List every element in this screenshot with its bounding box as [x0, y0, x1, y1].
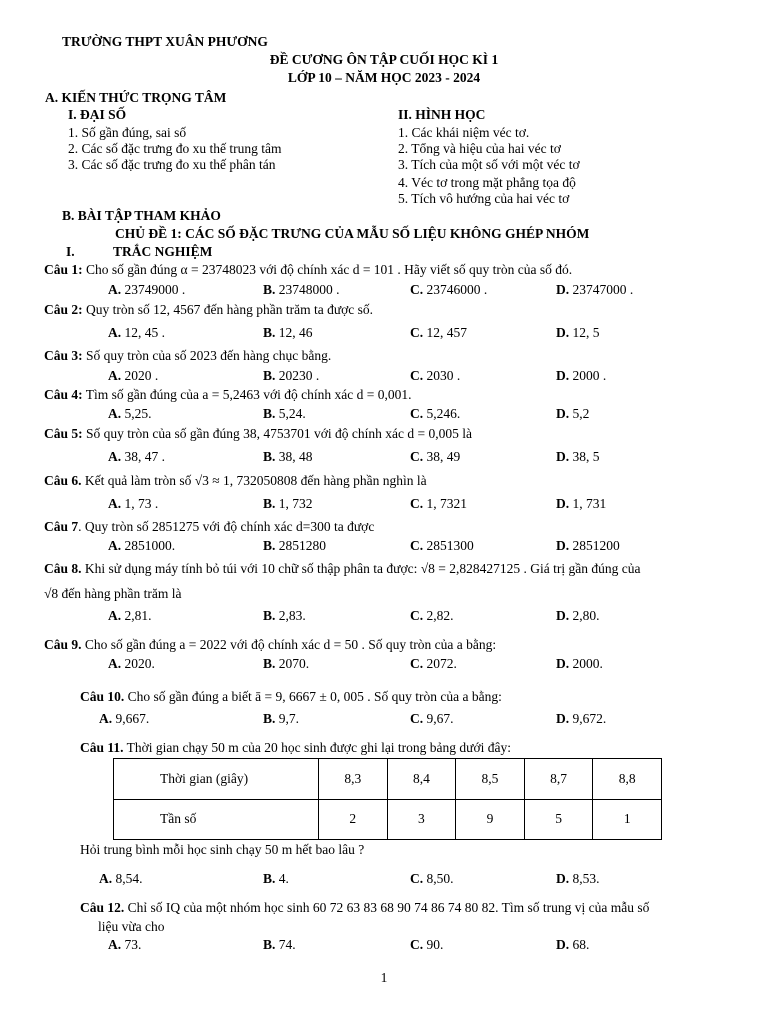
- algebra-heading: I. ĐẠI SỐ: [68, 107, 127, 122]
- question-text: Số quy tròn của số gần đúng 38, 4753701 với độ chính xác d = 0,005 là: [82, 426, 472, 441]
- option-d[interactable]: D. 2000 .: [556, 368, 607, 383]
- section-b-heading: B. BÀI TẬP THAM KHẢO: [62, 208, 221, 223]
- part-title: TRẮC NGHIỆM: [113, 244, 213, 259]
- geometry-item: 2. Tổng và hiệu của hai véc tơ: [398, 141, 561, 156]
- option-d[interactable]: D. 38, 5: [556, 449, 600, 464]
- question-11-continued: Hỏi trung bình mỗi học sinh chạy 50 m hết bao lâu ?: [80, 842, 365, 857]
- question-text: Cho số gần đúng a biết ā = 9, 6667 ± 0, 005 . Số quy tròn của a bằng:: [124, 689, 502, 704]
- option-c[interactable]: C. 38, 49: [410, 449, 461, 464]
- question-text: Cho số gần đúng a = 2022 với độ chính xác d = 50 . Số quy tròn của a bằng:: [81, 637, 497, 652]
- topic-heading: CHỦ ĐỀ 1: CÁC SỐ ĐẶC TRƯNG CỦA MẪU SỐ LIỆU KHÔNG GHÉP NHÓM: [115, 226, 590, 241]
- option-a[interactable]: A. 2020 .: [108, 368, 159, 383]
- option-b[interactable]: B. 38, 48: [263, 449, 313, 464]
- option-a[interactable]: A. 9,667.: [99, 711, 150, 726]
- section-a-heading: A. KIẾN THỨC TRỌNG TÂM: [45, 90, 227, 105]
- geometry-item: 5. Tích vô hướng của hai véc tơ: [398, 191, 570, 206]
- question-1: [44, 262, 572, 278]
- question-text: Tìm số gần đúng của a = 5,2463 với độ chính xác d = 0,001.: [82, 387, 412, 402]
- table-cell: 9: [456, 799, 525, 840]
- page-number: 1: [380, 970, 388, 985]
- question-8: [44, 561, 640, 577]
- table-header-cell: Thời gian (giây): [114, 759, 319, 800]
- option-b[interactable]: B. 1, 732: [263, 496, 313, 511]
- question-5: [44, 426, 472, 442]
- option-a[interactable]: A. 5,25.: [108, 406, 152, 421]
- option-c[interactable]: C. 8,50.: [410, 871, 454, 886]
- question-number: Câu 2:: [44, 302, 83, 317]
- geometry-item: 4. Véc tơ trong mặt phẳng tọa độ: [398, 175, 576, 190]
- question-7: [44, 519, 374, 535]
- algebra-item: 1. Số gần đúng, sai số: [68, 125, 187, 140]
- question-number: Câu 1:: [44, 262, 83, 277]
- option-b[interactable]: B. 23748000 .: [263, 282, 340, 297]
- option-c[interactable]: C. 5,246.: [410, 406, 461, 421]
- table-cell: 8,4: [387, 759, 456, 800]
- option-a[interactable]: A. 38, 47 .: [108, 449, 165, 464]
- option-b[interactable]: B. 2851280: [263, 538, 327, 553]
- table-cell: 8,5: [456, 759, 525, 800]
- question-text: Thời gian chạy 50 m của 20 học sinh được ghi lại trong bảng dưới đây:: [123, 740, 511, 755]
- option-b[interactable]: B. 2,83.: [263, 608, 306, 623]
- table-cell: 1: [593, 799, 662, 840]
- option-d[interactable]: D. 68.: [556, 937, 590, 952]
- question-number: Câu 7: [44, 519, 79, 534]
- school-name: TRƯỜNG THPT XUÂN PHƯƠNG: [62, 34, 268, 49]
- part-number: I.: [66, 244, 75, 259]
- option-a[interactable]: A. 73.: [108, 937, 142, 952]
- table-row: [114, 799, 662, 840]
- question-9: [44, 637, 496, 653]
- question-6: [44, 473, 427, 489]
- table-cell: 3: [387, 799, 456, 840]
- option-c[interactable]: C. 12, 457: [410, 325, 467, 340]
- option-d[interactable]: D. 23747000 .: [556, 282, 634, 297]
- option-a[interactable]: A. 2,81.: [108, 608, 152, 623]
- question-number: Câu 4:: [44, 387, 83, 402]
- option-b[interactable]: B. 5,24.: [263, 406, 306, 421]
- table-cell: 8,3: [319, 759, 388, 800]
- doc-subtitle: LỚP 10 – NĂM HỌC 2023 - 2024: [287, 70, 481, 85]
- option-d[interactable]: D. 1, 731: [556, 496, 607, 511]
- question-number: Câu 12.: [80, 900, 125, 915]
- question-text: Khi sử dụng máy tính bỏ túi với 10 chữ số thập phân ta được: √8 = 2,828427125 . Giá trị gần đúng của: [81, 561, 641, 576]
- question-3: [44, 348, 331, 364]
- table-cell: 8,7: [524, 759, 593, 800]
- question-10: [80, 689, 502, 705]
- question-12-continued: liệu vừa cho: [98, 919, 165, 934]
- option-d[interactable]: D. 2851200: [556, 538, 620, 553]
- question-text: . Quy tròn số 2851275 với độ chính xác d=300 ta được: [78, 519, 375, 534]
- question-number: Câu 9.: [44, 637, 82, 652]
- option-d[interactable]: D. 2000.: [556, 656, 603, 671]
- option-d[interactable]: D. 8,53.: [556, 871, 600, 886]
- option-d[interactable]: D. 5,2: [556, 406, 590, 421]
- option-c[interactable]: C. 2,82.: [410, 608, 454, 623]
- option-a[interactable]: A. 1, 73 .: [108, 496, 159, 511]
- question-text: Chỉ số IQ của một nhóm học sinh 60 72 63 83 68 90 74 86 74 80 82. Tìm số trung vị của mẫu số: [124, 900, 650, 915]
- question-text: Kết quả làm tròn số √3 ≈ 1, 732050808 đến hàng phần nghìn là: [81, 473, 427, 488]
- table-cell: 8,8: [593, 759, 662, 800]
- question-text: Quy tròn số 12, 4567 đến hàng phần trăm ta được số.: [82, 302, 374, 317]
- option-b[interactable]: B. 9,7.: [263, 711, 300, 726]
- option-c[interactable]: C. 23746000 .: [410, 282, 488, 297]
- geometry-item: 1. Các khái niệm véc tơ.: [398, 125, 530, 140]
- table-header-cell: Tần số: [114, 799, 319, 840]
- question-number: Câu 8.: [44, 561, 82, 576]
- doc-title: ĐỀ CƯƠNG ÔN TẬP CUỐI HỌC KÌ 1: [269, 52, 499, 67]
- question-4: [44, 387, 411, 403]
- option-c[interactable]: C. 9,67.: [410, 711, 454, 726]
- option-b[interactable]: B. 12, 46: [263, 325, 313, 340]
- option-b[interactable]: B. 4.: [263, 871, 289, 886]
- geometry-heading: II. HÌNH HỌC: [398, 107, 486, 122]
- option-d[interactable]: D. 9,672.: [556, 711, 607, 726]
- question-text: Cho số gần đúng α = 23748023 với độ chính xác d = 101 . Hãy viết số quy tròn của số đó.: [82, 262, 573, 277]
- option-c[interactable]: C. 2030 .: [410, 368, 461, 383]
- option-a[interactable]: A. 2851000.: [108, 538, 176, 553]
- option-b[interactable]: B. 20230 .: [263, 368, 320, 383]
- question-2: [44, 302, 373, 318]
- geometry-item: 3. Tích của một số với một véc tơ: [398, 157, 580, 172]
- question-number: Câu 3:: [44, 348, 83, 363]
- option-a[interactable]: A. 8,54.: [99, 871, 143, 886]
- algebra-item: 3. Các số đặc trưng đo xu thế phân tán: [68, 157, 276, 172]
- question-text: Số quy tròn của số 2023 đến hàng chục bằng.: [82, 348, 332, 363]
- question-8-continued: √8 đến hàng phần trăm là: [44, 586, 182, 601]
- option-d[interactable]: D. 12, 5: [556, 325, 600, 340]
- table-cell: 5: [524, 799, 593, 840]
- option-c[interactable]: C. 2851300: [410, 538, 474, 553]
- option-a[interactable]: A. 23749000 .: [108, 282, 186, 297]
- option-c[interactable]: C. 90.: [410, 937, 444, 952]
- table-cell: 2: [319, 799, 388, 840]
- frequency-table: [113, 758, 662, 840]
- option-b[interactable]: B. 2070.: [263, 656, 310, 671]
- question-number: Câu 5:: [44, 426, 83, 441]
- question-11: [80, 740, 511, 756]
- option-d[interactable]: D. 2,80.: [556, 608, 600, 623]
- question-number: Câu 6.: [44, 473, 82, 488]
- option-b[interactable]: B. 74.: [263, 937, 296, 952]
- question-number: Câu 10.: [80, 689, 125, 704]
- question-number: Câu 11.: [80, 740, 124, 755]
- table-row: [114, 759, 662, 800]
- option-a[interactable]: A. 2020.: [108, 656, 155, 671]
- option-c[interactable]: C. 2072.: [410, 656, 457, 671]
- question-12: [80, 900, 649, 916]
- option-c[interactable]: C. 1, 7321: [410, 496, 467, 511]
- option-a[interactable]: A. 12, 45 .: [108, 325, 165, 340]
- algebra-item: 2. Các số đặc trưng đo xu thế trung tâm: [68, 141, 282, 156]
